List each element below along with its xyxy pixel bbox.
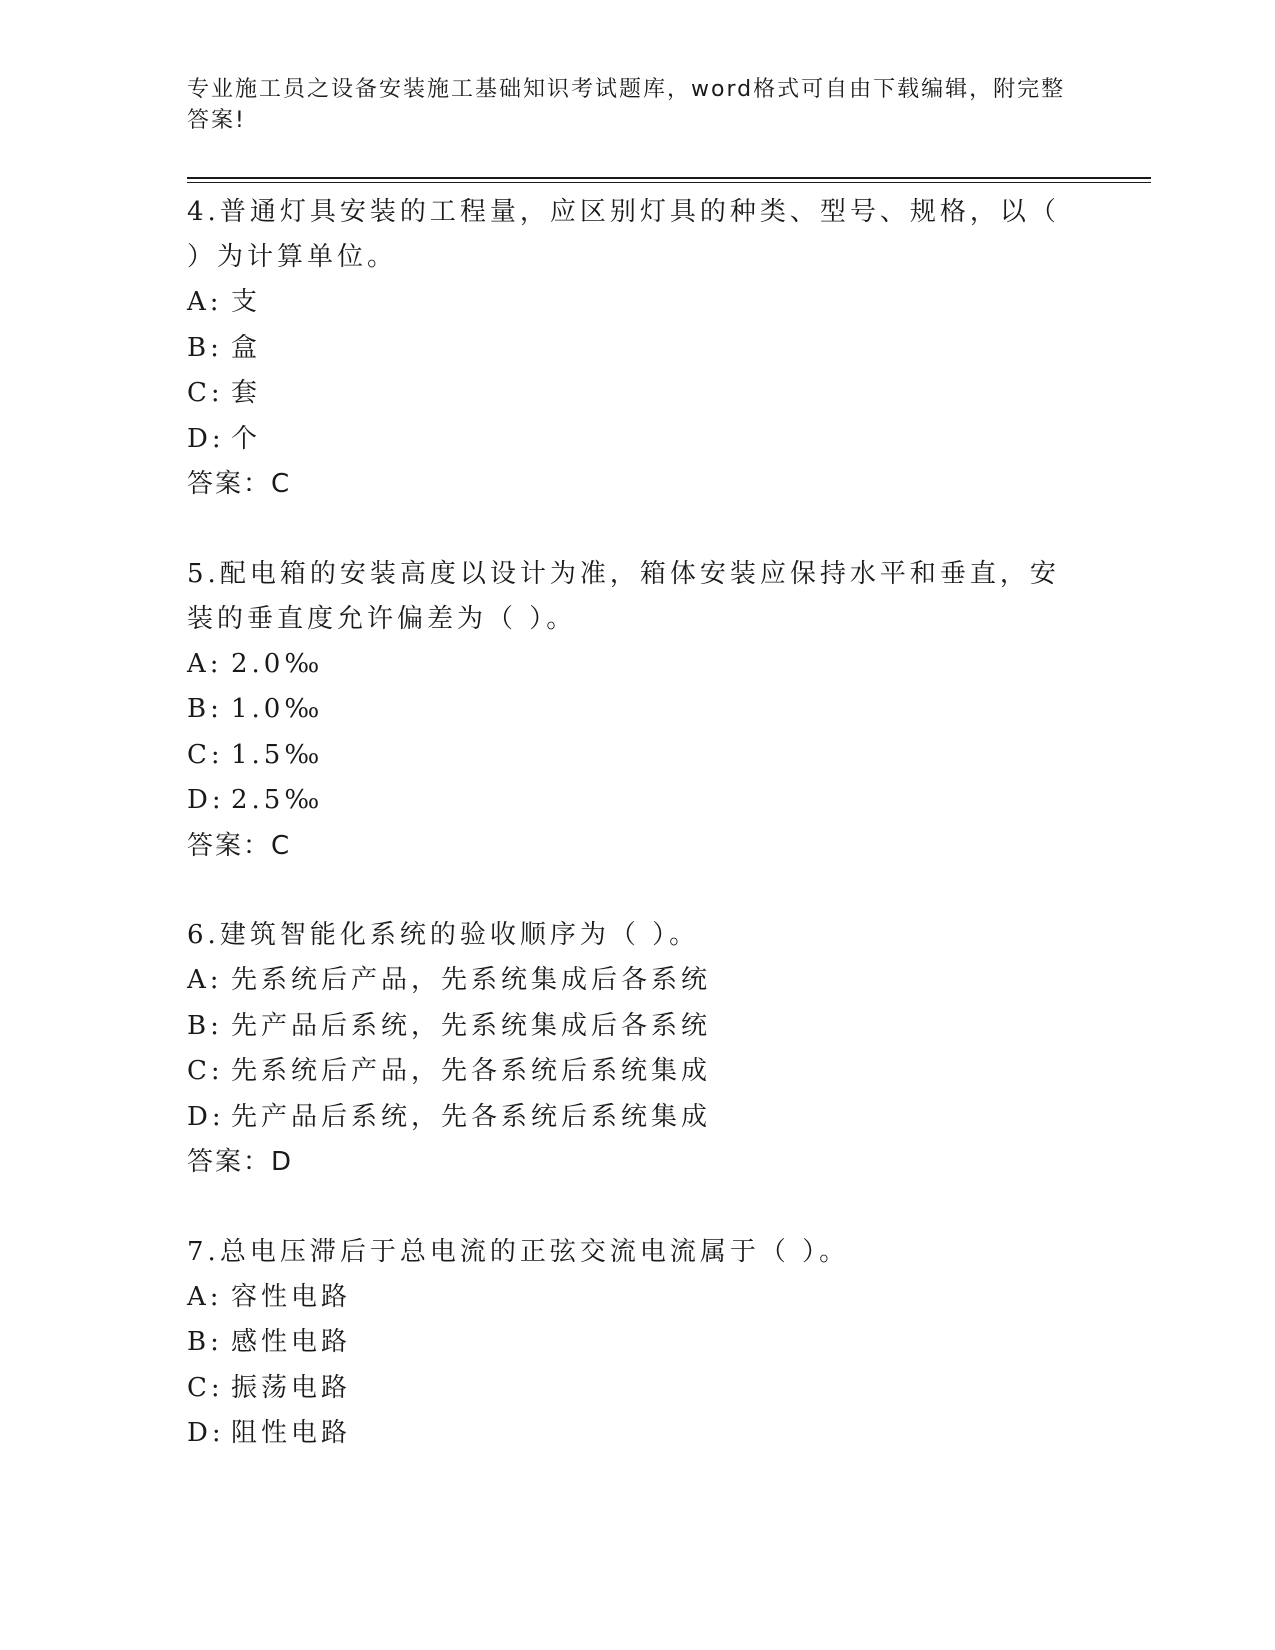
question-stem: 总电压滞后于总电流的正弦交流电流属于（ ）。: [219, 1236, 850, 1267]
option-d: [187, 417, 1087, 463]
option-text: 支: [231, 287, 262, 317]
option-letter: B:: [187, 694, 223, 724]
option-letter: A:: [187, 1281, 223, 1312]
option-text: 感性电路: [231, 1327, 352, 1357]
option-d: [187, 1411, 1087, 1457]
option-letter: C:: [187, 739, 224, 770]
answer-line: 答案：C: [187, 469, 292, 499]
question-5: [187, 552, 1087, 870]
answer-line: 答案：C: [187, 830, 292, 861]
option-letter: B:: [187, 1327, 223, 1357]
question-number: 4.: [187, 197, 220, 227]
question-text: [187, 552, 1087, 642]
answer-line: 答案：D: [187, 1147, 294, 1177]
question-text: [187, 1230, 1087, 1275]
question-text: [187, 913, 1087, 958]
option-letter: C:: [187, 1372, 224, 1403]
option-b: [187, 326, 1087, 372]
option-letter: D:: [187, 423, 225, 454]
option-letter: B:: [187, 332, 223, 363]
option-text: 1.0‰: [231, 694, 324, 724]
option-d: [187, 1095, 1087, 1141]
question-6: [187, 913, 1087, 1186]
question-4: [187, 190, 1087, 508]
option-letter: C:: [187, 1056, 224, 1086]
question-number: 5.: [187, 558, 220, 589]
option-letter: A:: [187, 287, 223, 317]
option-text: 容性电路: [231, 1281, 352, 1312]
option-text: 盒: [231, 332, 262, 363]
question-list: [187, 190, 1087, 1501]
option-text: 1.5‰: [231, 739, 324, 770]
option-a: [187, 1275, 1087, 1321]
option-text: 阻性电路: [231, 1418, 352, 1448]
question-text: [187, 190, 1087, 280]
option-text: 先产品后系统，先各系统后系统集成: [231, 1101, 712, 1132]
question-number: 6.: [187, 920, 220, 950]
question-stem: 普通灯具安装的工程量，应区别灯具的种类、型号、规格，以（ ）为计算单位。: [187, 197, 1060, 272]
option-letter: C:: [187, 378, 224, 408]
header-divider-thick: [187, 177, 1151, 179]
option-letter: A:: [187, 648, 223, 679]
option-letter: D:: [187, 785, 225, 815]
question-stem: 建筑智能化系统的验收顺序为（ ）。: [219, 920, 700, 950]
option-a: [187, 642, 1087, 688]
option-c: [187, 371, 1087, 417]
option-c: [187, 1049, 1087, 1095]
option-d: [187, 778, 1087, 824]
option-letter: D:: [187, 1418, 225, 1448]
option-b: [187, 687, 1087, 733]
header-divider-thin: [187, 182, 1151, 183]
option-letter: B:: [187, 1010, 223, 1041]
option-text: 2.0‰: [231, 648, 324, 679]
option-text: 先系统后产品，先系统集成后各系统: [231, 965, 712, 995]
option-letter: A:: [187, 965, 223, 995]
document-header: 专业施工员之设备安装施工基础知识考试题库，word格式可自由下载编辑，附完整答案!: [187, 77, 1066, 133]
option-text: 振荡电路: [231, 1372, 352, 1403]
option-text: 套: [231, 378, 262, 408]
option-b: [187, 1320, 1087, 1366]
question-number: 7.: [187, 1236, 220, 1267]
option-text: 先系统后产品，先各系统后系统集成: [231, 1056, 712, 1086]
option-c: [187, 733, 1087, 779]
option-text: 2.5‰: [231, 785, 324, 815]
option-a: [187, 280, 1087, 326]
option-a: [187, 958, 1087, 1004]
option-b: [187, 1004, 1087, 1050]
option-text: 先产品后系统，先系统集成后各系统: [231, 1010, 712, 1041]
option-letter: D:: [187, 1101, 225, 1132]
option-text: 个: [231, 423, 262, 454]
option-c: [187, 1366, 1087, 1412]
question-stem: 配电箱的安装高度以设计为准，箱体安装应保持水平和垂直，安装的垂直度允许偏差为（ ）。: [187, 558, 1060, 634]
question-7: [187, 1230, 1087, 1457]
